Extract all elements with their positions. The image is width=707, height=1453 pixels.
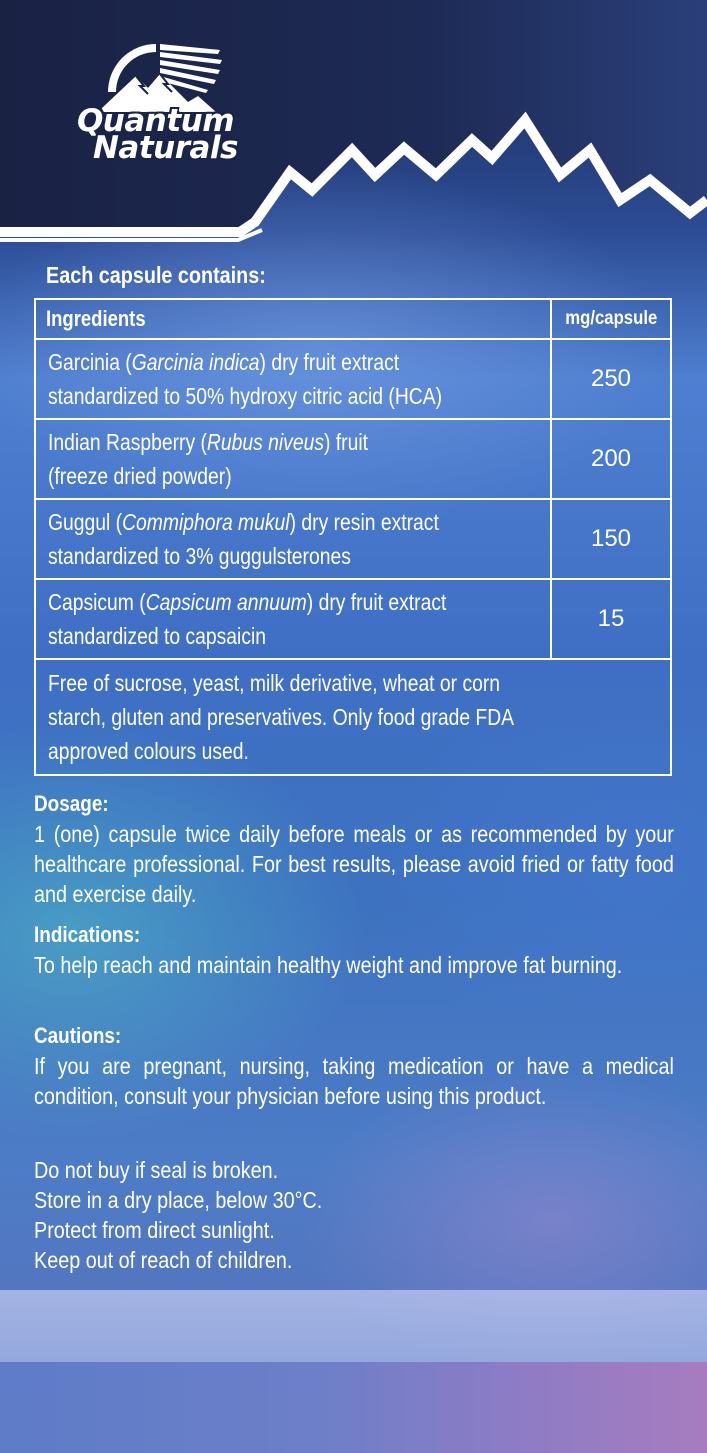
brand-name-line2: Naturals [92, 130, 239, 166]
storage-line: Do not buy if seal is broken. [34, 1157, 279, 1183]
amount-cell: 15 [551, 579, 671, 659]
light-band [0, 1290, 707, 1362]
ingredients-table [34, 298, 672, 776]
cautions-section [34, 1021, 674, 1111]
ingredient-cell: Capsicum (Capsicum annuum) dry fruit extract standardized to capsaicin [35, 579, 551, 659]
ingredient-cell: Garcinia (Garcinia indica) dry fruit extract standardized to 50% hydroxy citric acid (HCA) [35, 339, 551, 419]
capsule-contents-heading: Each capsule contains: [46, 262, 266, 288]
amount-cell: 250 [551, 339, 671, 419]
amount-cell: 150 [551, 499, 671, 579]
bottom-band [0, 1362, 707, 1453]
indications-heading: Indications: [34, 922, 141, 947]
brand-name-line1: Quantum [76, 103, 235, 139]
dosage-section [34, 789, 674, 909]
table-header-row [35, 299, 671, 339]
free-of-note: Free of sucrose, yeast, milk derivative, wheat or corn starch, gluten and preservatives. Only food grade FDA approved colours used. [35, 659, 671, 775]
storage-line: Protect from direct sunlight. [34, 1217, 275, 1243]
storage-section [34, 1155, 674, 1275]
ingredients-column-header: Ingredients [35, 299, 551, 339]
amount-cell: 200 [551, 419, 671, 499]
cautions-text: If you are pregnant, nursing, taking medication or have a medical condition, consult your physician before using this product. [34, 1053, 674, 1109]
ingredient-cell: Indian Raspberry (Rubus niveus) fruit (freeze dried powder) [35, 419, 551, 499]
dosage-heading: Dosage: [34, 791, 109, 816]
amount-column-header: mg/capsule [551, 299, 671, 339]
table-row [35, 419, 671, 499]
brand-logo [48, 30, 263, 170]
table-row [35, 499, 671, 579]
indications-text: To help reach and maintain healthy weight and improve fat burning. [34, 952, 623, 978]
dosage-text: 1 (one) capsule twice daily before meals or as recommended by your healthcare professional. For best results, please avoid fried or fatty food and exercise daily. [34, 821, 674, 907]
cautions-heading: Cautions: [34, 1023, 122, 1048]
table-note-row [35, 659, 671, 775]
storage-line: Store in a dry place, below 30°C. [34, 1187, 323, 1213]
table-row [35, 579, 671, 659]
ingredient-cell: Guggul (Commiphora mukul) dry resin extract standardized to 3% guggulsterones [35, 499, 551, 579]
storage-line: Keep out of reach of children. [34, 1247, 293, 1273]
indications-section [34, 920, 674, 980]
table-row [35, 339, 671, 419]
